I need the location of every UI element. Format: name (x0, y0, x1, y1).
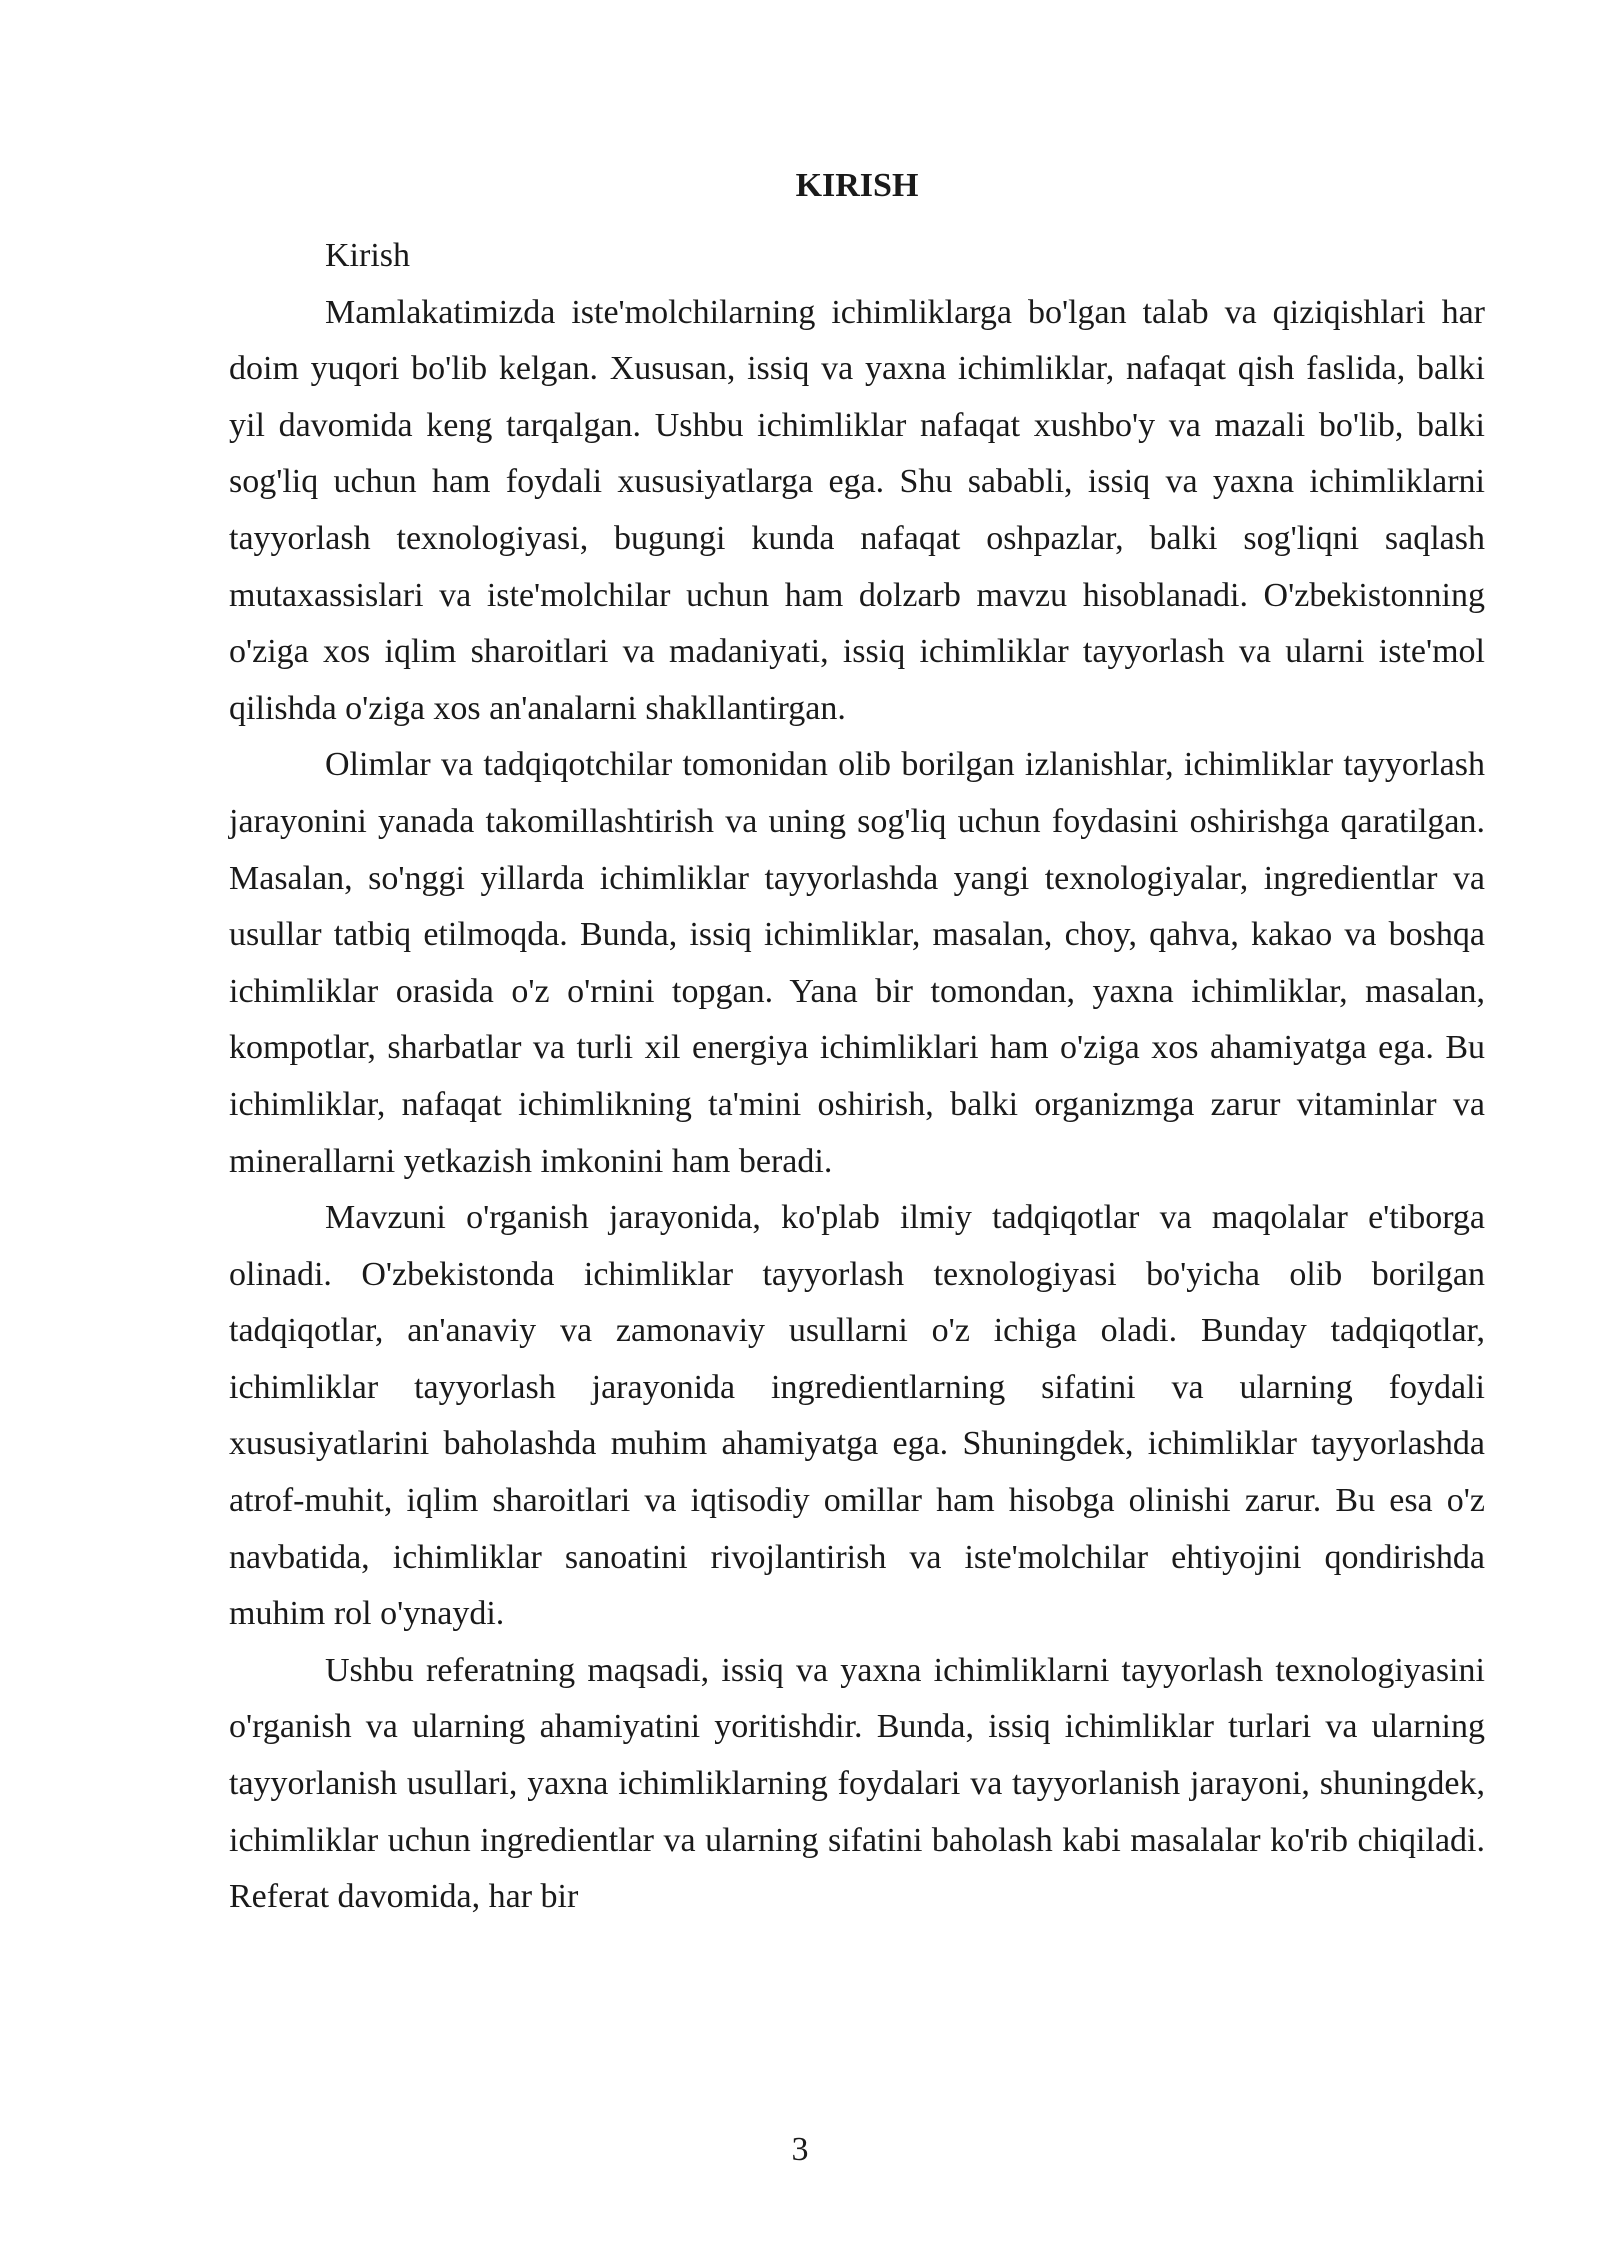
paragraph-2: Olimlar va tadqiqotchilar tomonidan olib borilgan izlanishlar, ichimliklar tayyorlash jarayonini yanada takomillashtirish va uning sog'liq uchun foydasini oshirishga qaratilgan. Masalan, so'nggi yillarda ichimliklar tayyorlashda yangi texnologiyalar, ingredientlar va usullar tatbiq etilmoqda. Bunda, issiq ichimliklar, masalan, choy, qahva, kakao va boshqa ichimliklar orasida o'z o'rnini topgan. Yana bir tomondan, yaxna ichimliklar, masalan, kompotlar, sharbatlar va turli xil energiya ichimliklari ham o'ziga xos ahamiyatga ega. Bu ichimliklar, nafaqat ichimlikning ta'mini oshirish, balki organizmga zarur vitaminlar va minerallarni yetkazish imkonini ham beradi. (229, 746, 1485, 1180)
paragraph-1: Mamlakatimizda iste'molchilarning ichimliklarga bo'lgan talab va qiziqishlari har doim yuqori bo'lib kelgan. Xususan, issiq va yaxna ichimliklar, nafaqat qish faslida, balki yil davomida keng tarqalgan. Ushbu ichimliklar nafaqat xushbo'y va mazali bo'lib, balki sog'liq uchun ham foydali xususiyatlarga ega. Shu sababli, issiq va yaxna ichimliklarni tayyorlash texnologiyasi, bugungi kunda nafaqat oshpazlar, balki sog'liqni saqlash mutaxassislari va iste'molchilar uchun ham dolzarb mavzu hisoblanadi. O'zbekistonning o'ziga xos iqlim sharoitlari va madaniyati, issiq ichimliklar tayyorlash va ularni iste'mol qilishda o'ziga xos an'analarni shakllantirgan. (229, 293, 1485, 727)
page-title: KIRISH (795, 167, 919, 204)
page-number: 3 (791, 2131, 809, 2168)
page-content (229, 164, 1485, 1926)
paragraph-3: Mavzuni o'rganish jarayonida, ko'plab ilmiy tadqiqotlar va maqolalar e'tiborga olinadi. O'zbekistonda ichimliklar tayyorlash texnologiyasi bo'yicha olib borilgan tadqiqotlar, an'anaviy va zamonaviy usullarni o'z ichiga oladi. Bunday tadqiqotlar, ichimliklar tayyorlash jarayonida ingredientlarning sifatini va ularning foydali xususiyatlarini baholashda muhim ahamiyatga ega. Shuningdek, ichimliklar tayyorlashda atrof-muhit, iqlim sharoitlari va iqtisodiy omillar ham hisobga olinishi zarur. Bu esa o'z navbatida, ichimliklar sanoatini rivojlantirish va iste'molchilar ehtiyojini qondirishda muhim rol o'ynaydi. (229, 1199, 1485, 1633)
paragraph-4: Ushbu referatning maqsadi, issiq va yaxna ichimliklarni tayyorlash texnologiyasini o'rganish va ularning ahamiyatini yoritishdir. Bunda, issiq ichimliklar turlari va ularning tayyorlanish usullari, yaxna ichimliklarning foydalari va tayyorlanish jarayoni, shuningdek, ichimliklar uchun ingredientlar va ularning sifatini baholash kabi masalalar ko'rib chiqiladi. Referat davomida, har bir (229, 1651, 1485, 1916)
section-subheading: Kirish (325, 237, 410, 274)
